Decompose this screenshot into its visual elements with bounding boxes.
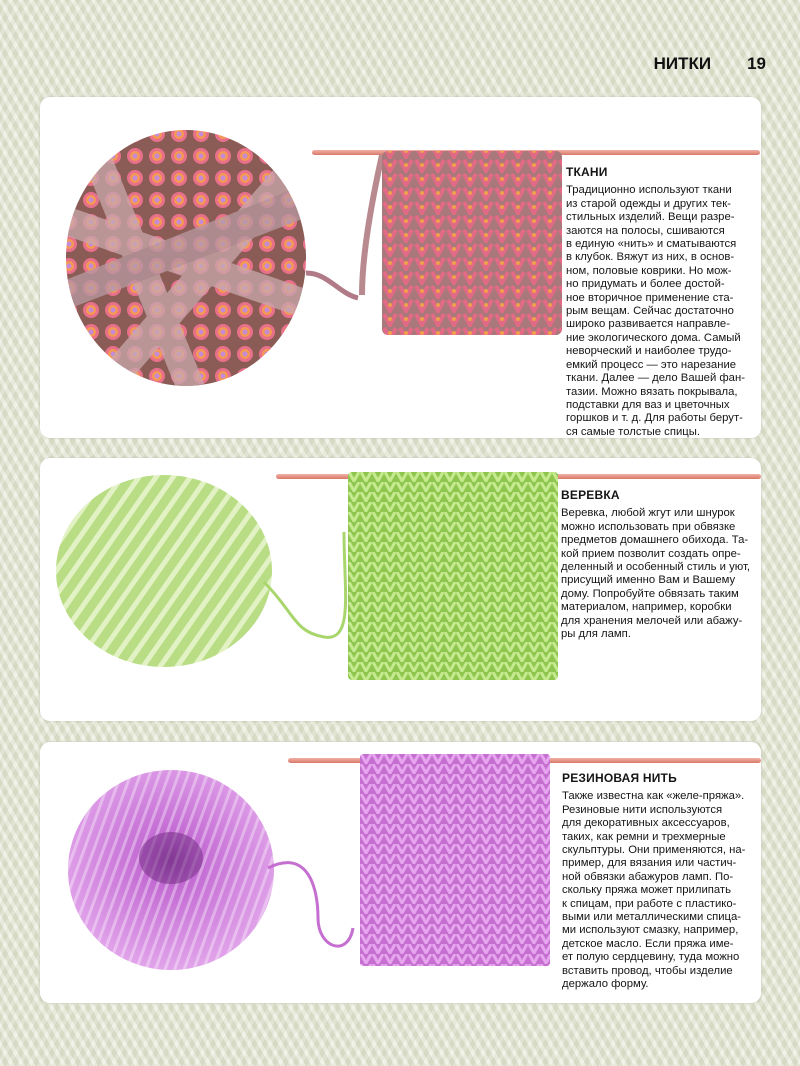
- rope-line: присущий именно Вам и Вашему: [561, 574, 736, 587]
- rubber-line: к спицам, при работе с пластико-: [562, 897, 737, 910]
- fabric-description: [566, 184, 752, 438]
- rope-line: для хранения мелочей или абажу-: [561, 614, 743, 627]
- fabric-line: подставки для ваз и цветочных: [566, 398, 730, 411]
- rubber-line: ной обвязки абажуров ламп. По-: [562, 870, 734, 883]
- rubber-ball-illustration: [68, 758, 338, 998]
- rubber-line: вставить провод, чтобы изделие: [562, 964, 733, 977]
- fabric-line: но придумать и более достой-: [566, 278, 725, 291]
- fabric-line: тазии. Можно вязать покрывала,: [566, 385, 738, 398]
- rubber-yarn-description: [562, 790, 754, 991]
- rubber-yarn-heading: РЕЗИНОВАЯ НИТЬ: [562, 771, 677, 785]
- rubber-line: выми или металлическими спица-: [562, 911, 742, 924]
- rope-swatch-illustration: [348, 472, 568, 682]
- fabric-line: ном, половые коврики. Но мож-: [566, 264, 732, 277]
- rubber-line: Также известна как «желе-пряжа».: [562, 790, 745, 803]
- rubber-line: скольку пряжа может прилипать: [562, 884, 731, 897]
- rubber-line: ет полую сердцевину, туда можно: [562, 951, 740, 964]
- rubber-yarn-section: [562, 772, 754, 992]
- rope-card: [40, 458, 761, 721]
- fabric-line: стильных изделий. Вещи разре-: [566, 211, 735, 224]
- rubber-line: таких, как ремни и трехмерные: [562, 830, 726, 843]
- fabric-card: [40, 97, 761, 438]
- fabric-swatch-illustration: [382, 145, 572, 335]
- section-title: НИТКИ: [653, 54, 712, 73]
- rubber-line: держало форму.: [562, 978, 649, 991]
- fabric-line: ткани. Далее — дело Вашей фан-: [566, 372, 745, 385]
- page-header: [654, 52, 766, 76]
- fabric-line: ное вторичное применение ста-: [566, 291, 734, 304]
- fabric-section: [566, 166, 752, 438]
- fabric-line: ся самые толстые спицы.: [566, 425, 700, 438]
- fabric-line: неворческий и наиболее трудо-: [566, 345, 732, 358]
- rubber-swatch-illustration: [360, 754, 560, 974]
- rubber-line: Резиновые нити используются: [562, 803, 723, 816]
- fabric-ball-illustration: [58, 123, 338, 403]
- fabric-line: в единую «нить» и сматываются: [566, 238, 737, 251]
- rubber-line: детское масло. Если пряжа име-: [562, 937, 734, 950]
- fabric-line: ние экологического дома. Самый: [566, 331, 741, 344]
- rope-line: можно использовать при обвязке: [561, 520, 736, 533]
- rope-line: предметов домашнего обихода. Та-: [561, 534, 749, 547]
- fabric-line: емкий процесс — это нарезание: [566, 358, 737, 371]
- fabric-line: горшков и т. д. Для работы берут-: [566, 412, 743, 425]
- rubber-line: скульптуры. Они применяются, на-: [562, 844, 746, 857]
- rubber-line: ми используют смазку, например,: [562, 924, 739, 937]
- rope-line: деленный и особенный стиль и уют,: [561, 561, 751, 574]
- fabric-line: заются на полосы, сшиваются: [566, 224, 725, 237]
- fabric-line: из старой одежды и других тек-: [566, 197, 731, 210]
- rope-line: дому. Попробуйте обвязать таким: [561, 587, 739, 600]
- rope-line: Веревка, любой жгут или шнурок: [561, 507, 735, 520]
- fabric-line: Традиционно используют ткани: [566, 184, 732, 197]
- fabric-line: в клубок. Вяжут из них, в основ-: [566, 251, 735, 264]
- rubber-line: пример, для вязания или частич-: [562, 857, 737, 870]
- rope-ball-illustration: [54, 472, 294, 672]
- rope-description: [561, 507, 753, 641]
- fabric-line: широко развивается направле-: [566, 318, 730, 331]
- fabric-heading: ТКАНИ: [566, 165, 608, 179]
- rope-section: [561, 489, 753, 641]
- rubber-line: для декоративных аксессуаров,: [562, 817, 730, 830]
- rubber-yarn-card: [40, 742, 761, 1003]
- rope-line: материалом, например, коробки: [561, 601, 732, 614]
- rope-line: кой прием позволит создать опре-: [561, 547, 741, 560]
- page-number: 19: [747, 54, 766, 73]
- fabric-line: рым вещам. Сейчас достаточно: [566, 305, 734, 318]
- rope-line: ры для ламп.: [561, 628, 631, 641]
- rope-heading: ВЕРЕВКА: [561, 488, 620, 502]
